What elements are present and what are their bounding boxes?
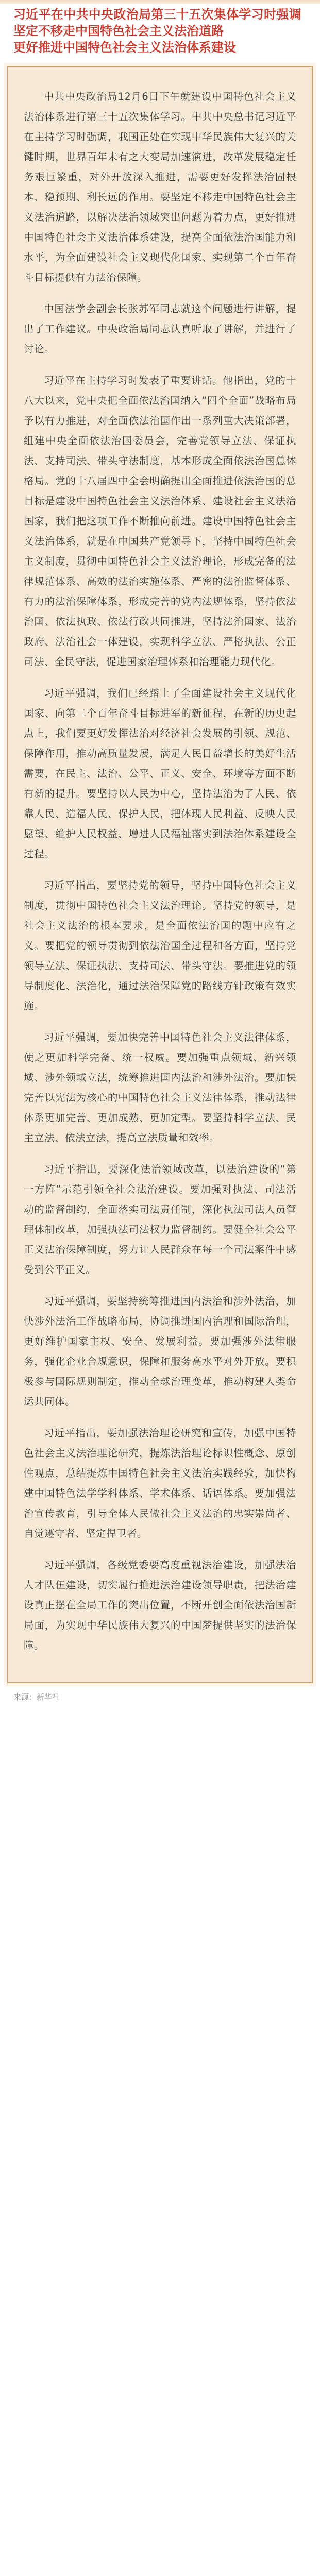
paragraph: 习近平在主持学习时发表了重要讲话。他指出，党的十八大以来，党中央把全面依法治国纳入“四个全面”战略布局予以有力推进，对全面依法治国作出一系列重大决策部署，组建中央全面依法治国委员会，完善党领导立法、保证执法、支持司法、带头守法制度，基本形成全面依法治国总体格局。党的十八届四中全会明确提出全面推进依法治国的总目标是建设中国特色社会主义法治体系、建设社会主义法治国家，我们把这项工作不断推向前进。建设中国特色社会主义法治体系，就是在中国共产党领导下，坚持中国特色社会主义制度，贯彻中国特色社会主义法治理论，形成完备的法律规范体系、高效的法治实施体系、严密的法治监督体系、有力的法治保障体系，形成完善的党内法规体系，坚持依法治国、依法执政、依法行政共同推进，坚持法治国家、法治政府、法治社会一体建设，实现科学立法、严格执法、公正司法、全民守法，促进国家治理体系和治理能力现代化。 [24, 375, 296, 668]
top-decorative-band [0, 0, 320, 4]
paragraph: 中共中央政治局12月6日下午就建设中国特色社会主义法治体系进行第三十五次集体学习。中共中央总书记习近平在主持学习时强调，我国正处在实现中华民族伟大复兴的关键时期，世界百年未有之大变局加速演进，改革发展稳定任务艰巨繁重，对外开放深入推进，需要更好发挥法治固根本、稳预期、利长远的作用。要坚定不移走中国特色社会主义法治道路，以解决法治领域突出问题为着力点，更好推进中国特色社会主义法治体系建设，提高全面依法治国能力和水平，为全面建设社会主义现代化国家、实现第二个百年奋斗目标提供有力法治保障。 [24, 91, 296, 283]
paragraph: 中国法学会副会长张苏军同志就这个问题进行讲解，提出了工作建议。中央政治局同志认真听取了讲解，并进行了讨论。 [24, 303, 296, 355]
article-frame [4, 63, 316, 1686]
paragraph: 习近平指出，要加强法治理论研究和宣传，加强中国特色社会主义法治理论研究，提炼法治理论标识性概念、原创性观点，总结提炼中国特色社会主义法治实践经验，加快构建中国特色法学学科体系、学术体系、话语体系。要加强法治宣传教育，引导全体人民做社会主义法治的忠实崇尚者、自觉遵守者、坚定捍卫者。 [24, 1427, 296, 1539]
paragraph: 习近平指出，要坚持党的领导，坚持中国特色社会主义制度，贯彻中国特色社会主义法治理论。坚持党的领导，是社会主义法治的根本要求，是全面依法治国的题中应有之义。要把党的领导贯彻到依法治国全过程和各方面，坚持党领导立法、保证执法、支持司法、带头守法。要推进党的领导制度化、法治化，通过法治保障党的路线方针政策有效实施。 [24, 879, 296, 1012]
headline-line-2: 坚定不移走中国特色社会主义法治道路 [13, 24, 224, 38]
source-credit: 来源：新华社 [13, 1692, 60, 1702]
article-body [7, 66, 313, 1683]
paragraph: 习近平强调，我们已经踏上了全面建设社会主义现代化国家、向第二个百年奋斗目标进军的新征程，在新的历史起点上，我们要更好发挥法治对经济社会发展的引领、规范、保障作用，推动高质量发展，满足人民日益增长的美好生活需要，在民主、法治、公平、正义、安全、环境等方面不断有新的提升。要坚持以人民为中心，坚持法治为了人民、依靠人民、造福人民、保护人民，把体现人民利益、反映人民愿望、维护人民权益、增进人民福祉落实到法治体系建设全过程。 [24, 687, 296, 860]
headline-block [0, 4, 320, 56]
paragraph: 习近平强调，要坚持统筹推进国内法治和涉外法治，加快涉外法治工作战略布局，协调推进国内治理和国际治理，更好维护国家主权、安全、发展利益。要加强涉外法律服务，强化企业合规意识，保障和服务高水平对外开放。要积极参与国际规则制定，推动全球治理变革，推动构建人类命运共同体。 [24, 1295, 296, 1408]
paragraph: 习近平强调，要加快完善中国特色社会主义法律体系，使之更加科学完备、统一权威。要加强重点领域、新兴领域、涉外领域立法，统筹推进国内法治和涉外法治。要加快完善以宪法为核心的中国特色社会主义法律体系，推动法律体系更加完善、更加成熟、更加定型。要坚持科学立法、民主立法、依法立法，提高立法质量和效率。 [24, 1031, 296, 1144]
headline-line-1: 习近平在中共中央政治局第三十五次集体学习时强调 [13, 7, 301, 22]
headline-line-3: 更好推进中国特色社会主义法治体系建设 [13, 40, 236, 55]
paragraph: 习近平指出，要深化法治领域改革，以法治建设的“第一方阵”示范引领全社会法治建设。要加强对执法、司法活动的监督制约，全面落实司法责任制，深化执法司法人员管理体制改革，加强执法司法权力监督制约。要健全社会公平正义法治保障制度，努力让人民群众在每一个司法案件中感受到公平正义。 [24, 1163, 296, 1276]
paragraph: 习近平强调，各级党委要高度重视法治建设，加强法治人才队伍建设，切实履行推进法治建设领导职责，把法治建设真正摆在全局工作的突出位置，不断开创全面依法治国新局面，为实现中华民族伟大复兴的中国梦提供坚实的法治保障。 [24, 1559, 296, 1651]
